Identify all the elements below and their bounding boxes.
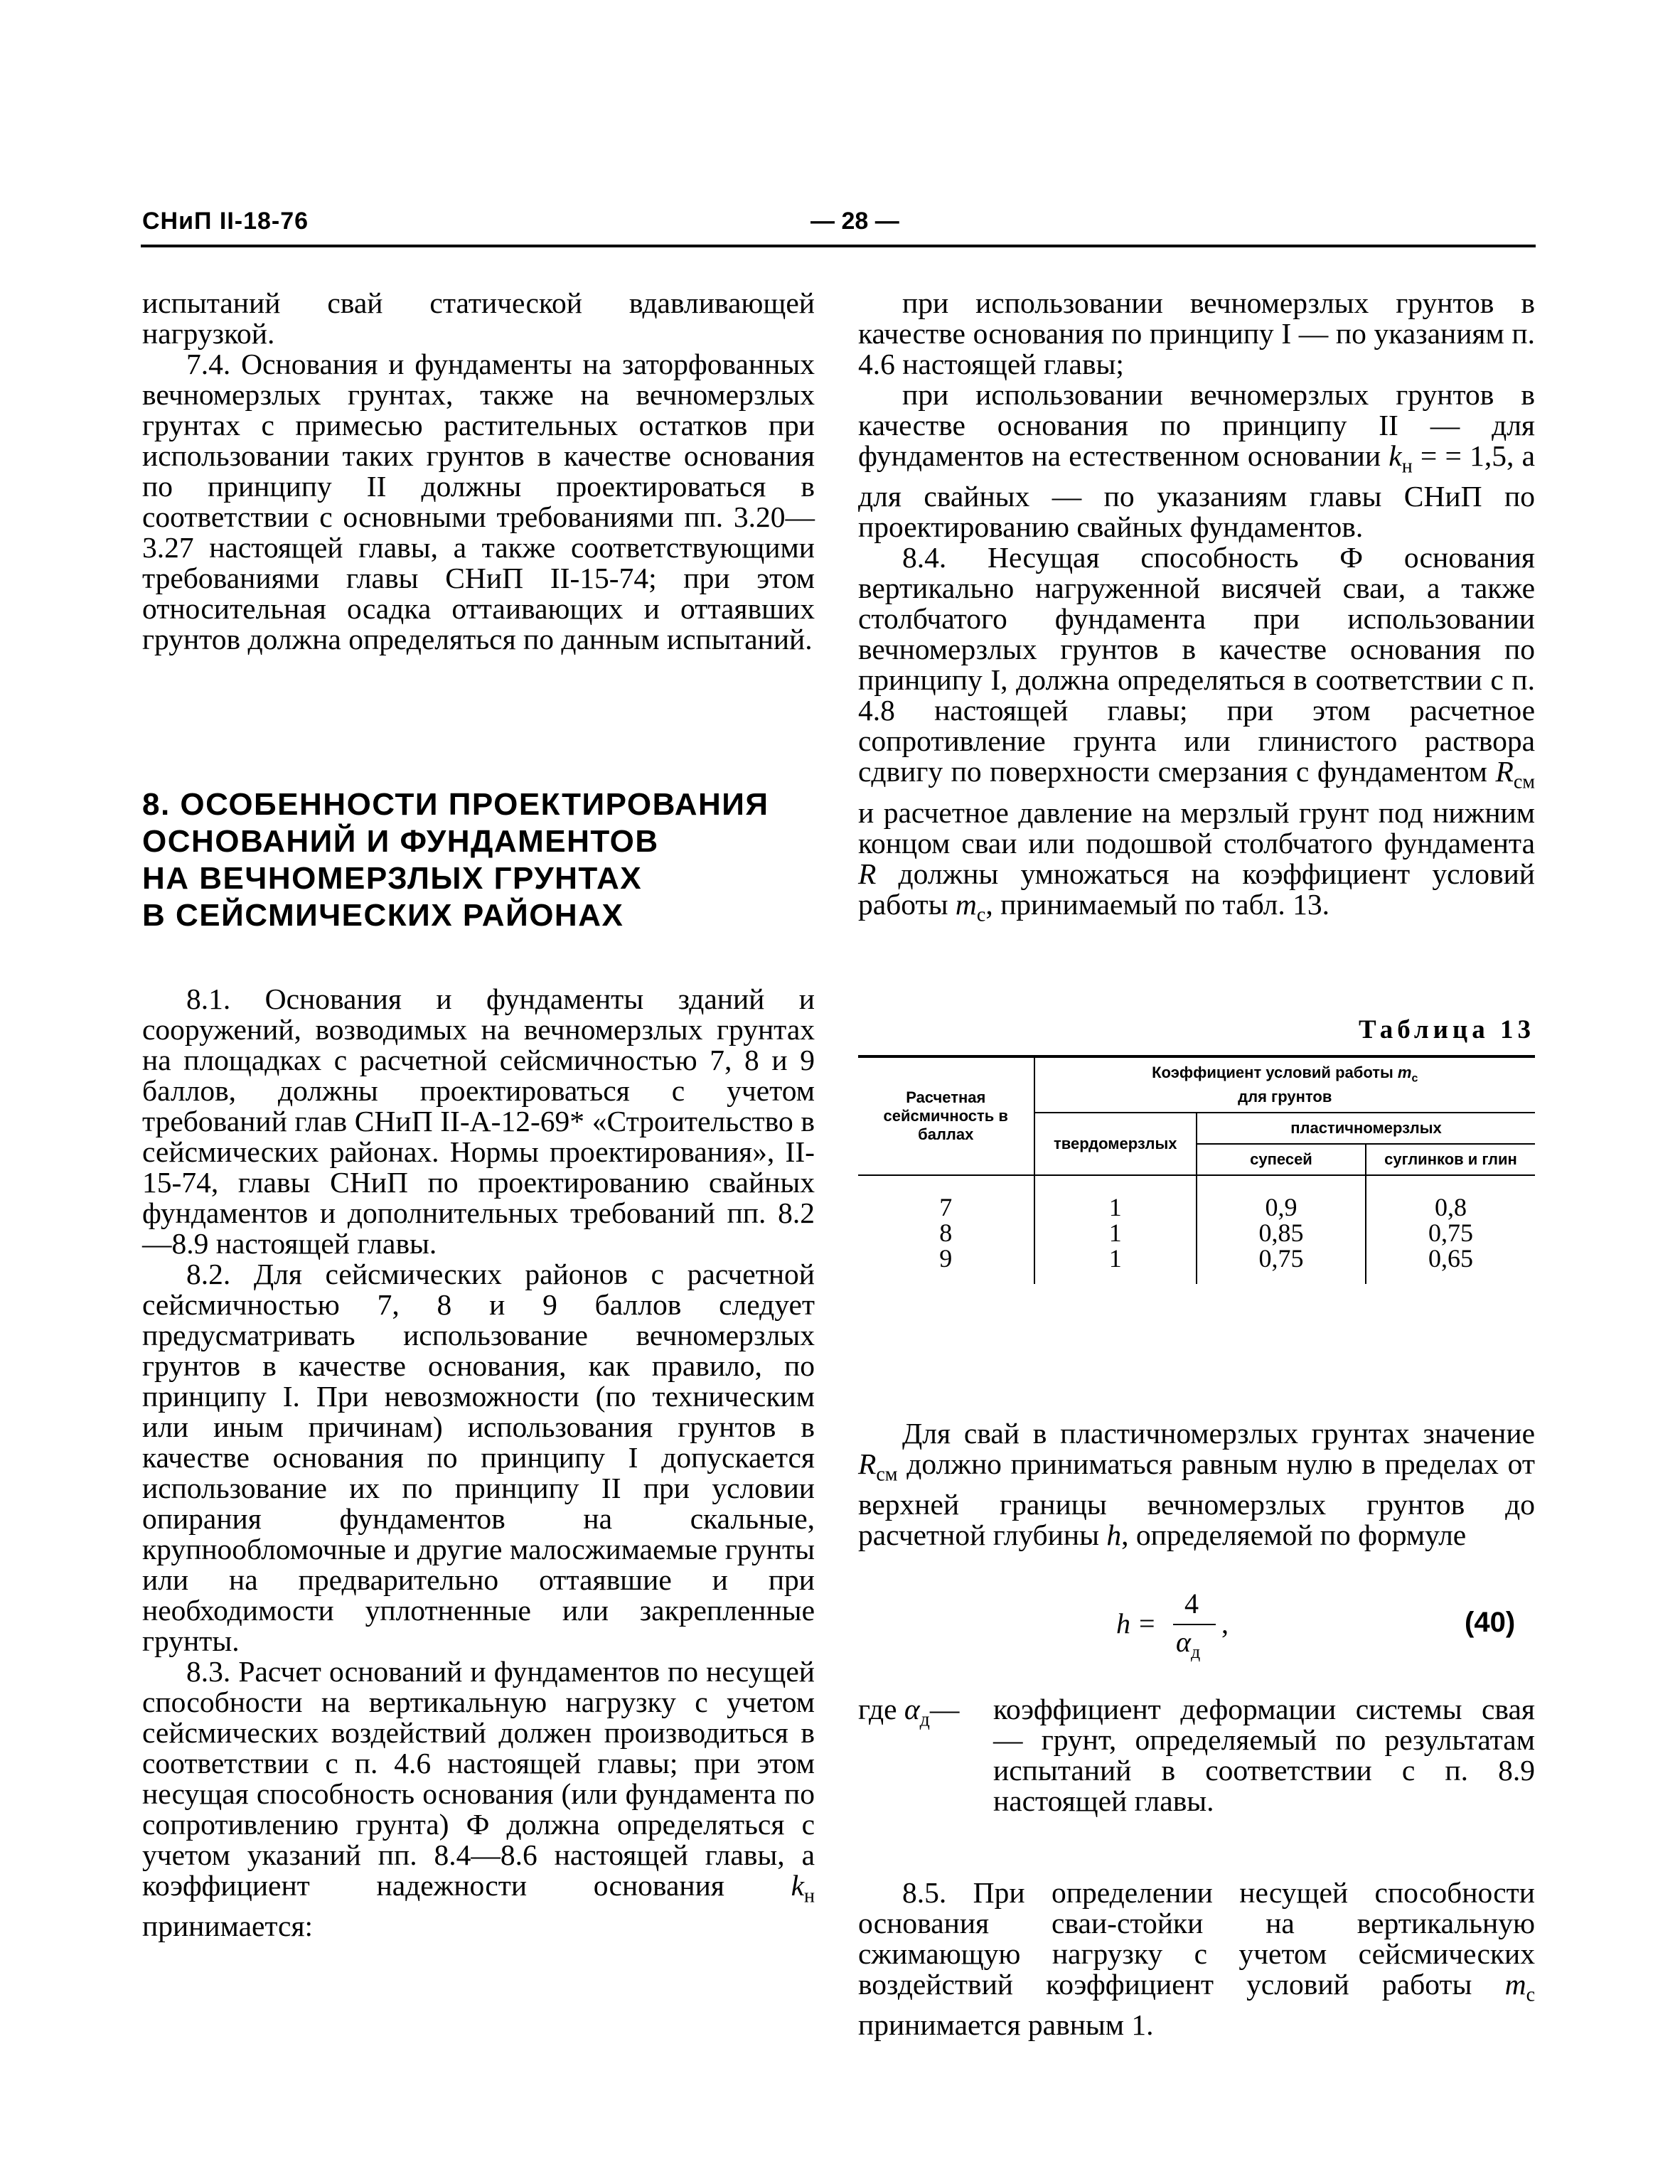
paragraph-text: , определяемой по формуле [1121, 1519, 1467, 1552]
header-plastic-frozen: пластичномерзлых [1197, 1113, 1535, 1144]
table-row [858, 1246, 1535, 1284]
var-r: R [858, 1447, 877, 1480]
table-row [858, 1175, 1535, 1220]
header-coefficient [1034, 1056, 1535, 1113]
paragraph-8-5-text: 8.5. При определении несущей способности основания сваи-стойки на вертикальную сжимающую нагрузку с учетом сейсмических воздействий коэффициент условий работы [858, 1876, 1535, 2001]
cell-hard: 1 [1034, 1220, 1197, 1246]
var-sub: см [1513, 771, 1535, 793]
right-column-top [858, 288, 1535, 930]
cell-seismic: 9 [858, 1246, 1034, 1284]
table-row [858, 1220, 1535, 1246]
header-loam-clay: суглинков и глин [1366, 1144, 1535, 1175]
paragraph-principle-2-text: при использовании вечномерзлых грунтов в качестве основания по принципу II — для фундаментов на естественном основании [858, 378, 1535, 472]
var-sub: н [804, 1885, 815, 1907]
cell-loam: 0,65 [1366, 1246, 1535, 1284]
right-column-bottom [858, 1878, 1535, 2040]
formula-tail: , [1221, 1607, 1229, 1639]
header-coefficient-text: для грунтов [1238, 1088, 1332, 1106]
section-title-line: 8. ОСОБЕННОСТИ ПРОЕКТИРОВАНИЯ [142, 787, 769, 822]
paragraph-text: Для свай в пластичномерзлых грунтах значение [902, 1417, 1535, 1450]
var-m: m [955, 887, 977, 921]
header-coefficient-text: Коэффициент условий работы [1152, 1064, 1393, 1081]
formula-lhs: h [1116, 1607, 1130, 1639]
where-dash: — [929, 1693, 960, 1725]
paragraph-8-4-end: , принимаемый по табл. 13. [985, 887, 1330, 921]
paragraph-8-5 [858, 1878, 1535, 2040]
var-r: R [1495, 755, 1514, 788]
var-sub: с [1526, 1984, 1535, 2006]
paragraph-8-4-text: должны умножаться на коэффициент условий работы [858, 857, 1535, 921]
formula-denominator [1176, 1625, 1200, 1663]
section-title-line: НА ВЕЧНОМЕРЗЛЫХ ГРУНТАХ [142, 861, 643, 896]
paragraph-8-3-end: принимается: [142, 1910, 314, 1943]
formula-numerator: 4 [1184, 1588, 1199, 1620]
paragraph-8-4-text: 8.4. Несущая способность Ф основания вертикально нагруженной висячей сваи, а также столбчатого фундамента при использовании вечномерзлых грунтов в качестве основания по принципу I, должна определяться в соответствии с п. 4.8 настоящей главы; при этом расчетное сопротивление грунта или глинистого раствора сдвигу по поверхности смерзания с фундаментом [858, 541, 1535, 788]
where-text: коэффициент деформации системы свая — грунт, определяемый по результатам испытаний в соответствии с п. 8.9 настоящей главы. [993, 1693, 1535, 1817]
var-h: h [1106, 1519, 1122, 1552]
cell-loam: 0,8 [1366, 1175, 1535, 1220]
cell-seismic: 7 [858, 1175, 1034, 1220]
paragraph-text: должно приниматься равным нулю в пределах от верхней границы вечномерзлых грунтов до расчетной глубины [858, 1447, 1535, 1552]
cell-loam: 0,75 [1366, 1220, 1535, 1246]
table-13 [858, 1055, 1535, 1284]
paragraph-pile-plastic [858, 1418, 1535, 1551]
header-seismic: Расчетная сейсмичность в баллах [858, 1056, 1034, 1175]
where-clause [858, 1694, 1535, 1816]
formula-equals: = [1139, 1607, 1155, 1639]
cell-seismic: 8 [858, 1220, 1034, 1246]
paragraph-continuation: испытаний свай статической вдавливающей нагрузкой. [142, 287, 815, 350]
table-caption: Таблица 13 [1359, 1015, 1535, 1044]
paragraph-8-4 [858, 542, 1535, 930]
paragraph-principle-1: при использовании вечномерзлых грунтов в качестве основания по принципу I — по указаниям п. 4.6 настоящей главы; [858, 287, 1535, 380]
paragraph-8-2: 8.2. Для сейсмических районов с расчетной сейсмичностью 7, 8 и 9 баллов следует предусматривать использование вечномерзлых грунтов в качестве основания, как правило, по принципу I. При невозможности (по техническим или иным причинам) использования грунтов в качестве основания по принципу I допускается использование их по принципу II при условии опирания фундаментов на скальные, крупнообломочные и другие малосжимаемые грунты или на предварительно оттаявшие и при необходимости уплотненные или закрепленные грунты. [142, 1258, 815, 1657]
cell-sandy: 0,9 [1197, 1175, 1366, 1220]
formula-40 [1116, 1587, 1244, 1662]
section-title-line: В СЕЙСМИЧЕСКИХ РАЙОНАХ [142, 898, 624, 933]
var-sub: с [976, 903, 986, 926]
header-hard-frozen: твердомерзлых [1034, 1113, 1197, 1175]
paragraph-7-4: 7.4. Основания и фундаменты на заторфованных вечномерзлых грунтах, также на вечномерзлых грунтах с примесью растительных остатков при использовании таких грунтов в качестве основания по принципу II должны проектироваться в соответствии с основными требованиями пп. 3.20—3.27 настоящей главы, а также соответствующими требованиями главы СНиП II-15-74; при этом относительная осадка оттаивающих и оттаявших грунтов должна определяться по данным испытаний. [142, 348, 815, 655]
var-sub: с [1411, 1072, 1418, 1085]
left-column-bottom [142, 984, 815, 1942]
where-word: где [858, 1693, 897, 1725]
var-r: R [858, 857, 877, 890]
paragraph-8-3-text: 8.3. Расчет оснований и фундаментов по несущей способности на вертикальную нагрузку с учетом сейсмических воздействий должен производиться в соответствии с п. 4.6 настоящей главы; при этом несущая способность основания (или фундамента по сопротивлению грунта) Ф должна определяться с учетом указаний пп. 8.4—8.6 настоящей главы, а коэффициент надежности основания [142, 1655, 815, 1902]
paragraph-8-5-end: принимается равным 1. [858, 2008, 1154, 2042]
var-k: k [1389, 439, 1402, 472]
cell-hard: 1 [1034, 1175, 1197, 1220]
var-sub: н [1401, 455, 1413, 478]
paragraph-8-3 [142, 1656, 815, 1942]
var-alpha: α [904, 1693, 920, 1725]
header-sandy-loam: супесей [1197, 1144, 1366, 1175]
paragraph-8-4-text: и расчетное давление на мерзлый грунт под нижним концом сваи или подошвой столбчатого фундамента [858, 796, 1535, 860]
var-m: m [1504, 1968, 1526, 2001]
var-sub: д [919, 1708, 930, 1731]
paragraph-principle-2 [858, 380, 1535, 542]
cell-sandy: 0,75 [1197, 1246, 1366, 1284]
right-column-middle [858, 1418, 1535, 1551]
var-sub: д [1191, 1642, 1201, 1662]
var-k: k [791, 1869, 805, 1902]
equation-number: (40) [1465, 1607, 1516, 1638]
var-alpha: α [1176, 1626, 1191, 1658]
paragraph-principle-2-end: = = 1,5, а для свайных — по указаниям главы СНиП по проектированию свайных фундаментов. [858, 439, 1535, 544]
page-number: — 28 — [810, 208, 899, 235]
header-rule [141, 245, 1536, 247]
document-code: СНиП II-18-76 [142, 208, 309, 235]
cell-sandy: 0,85 [1197, 1220, 1366, 1246]
section-8-title [142, 786, 815, 934]
where-label [858, 1694, 959, 1735]
cell-hard: 1 [1034, 1246, 1197, 1284]
left-column-top [142, 288, 815, 655]
section-title-line: ОСНОВАНИЙ И ФУНДАМЕНТОВ [142, 824, 659, 859]
var-m: m [1397, 1064, 1412, 1081]
paragraph-8-1: 8.1. Основания и фундаменты зданий и сооружений, возводимых на вечномерзлых грунтах на площадках с расчетной сейсмичностью 7, 8 и 9 баллов, должны проектироваться с учетом требований глав СНиП II-А-12-69* «Строительство в сейсмических районах. Нормы проектирования», II-15-74, главы СНиП по проектированию свайных фундаментов и дополнительных требований пп. 8.2—8.9 настоящей главы. [142, 983, 815, 1260]
var-sub: см [876, 1463, 898, 1486]
